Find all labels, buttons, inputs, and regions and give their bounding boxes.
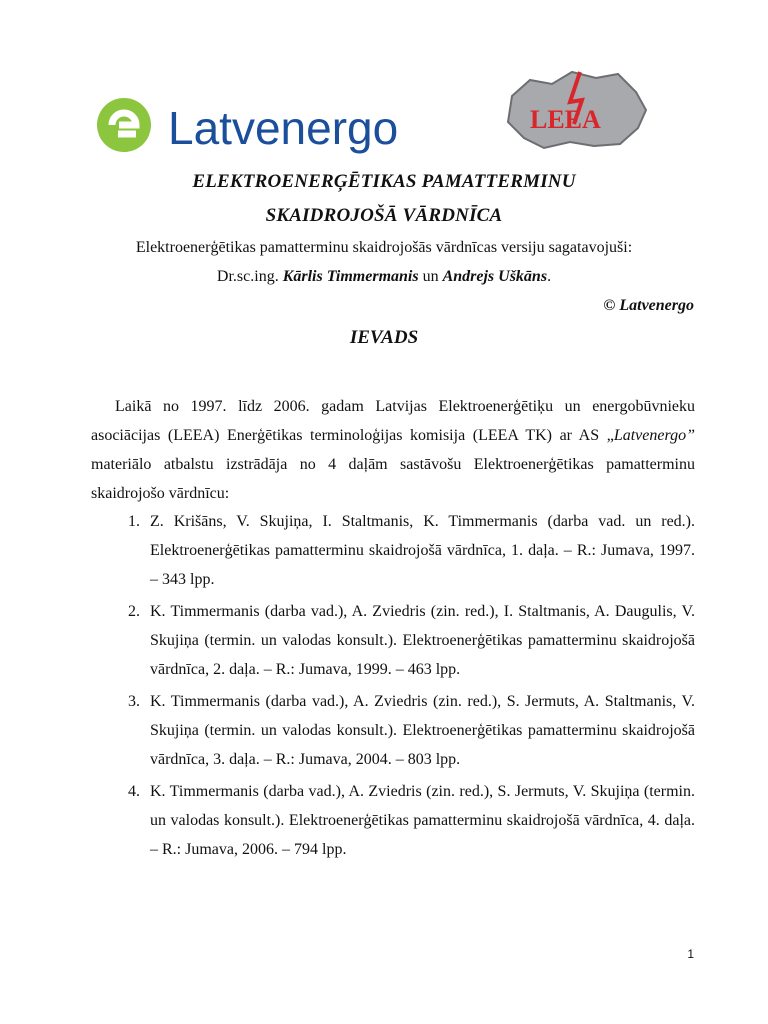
list-item (108, 777, 695, 864)
list-item-text: Z. Krišāns, V. Skujiņa, I. Staltmanis, K. Timmermanis (darba vad. un red.). Elektroenerģētikas pamatterminu skaidrojošā vārdnīca, 1. daļa. – R.: Jumava, 1997. – 343 lpp. (150, 513, 695, 588)
reference-list (108, 507, 695, 867)
authors-prefix: Dr.sc.ing. (216, 268, 279, 285)
list-item-text: K. Timmermanis (darba vad.), A. Zviedris (zin. red.), S. Jermuts, V. Skujiņa (termin. un valodas konsult.). Elektroenerģētikas pamatterminu skaidrojošā vārdnīca, 4. daļa. – R.: Jumava, 2006. – 794 lpp. (150, 783, 695, 858)
leea-logo (500, 66, 652, 152)
authors-conjunction: un (422, 268, 439, 285)
intro-part2: materiālo atbalstu izstrādāja no 4 daļām sastāvošu Elektroenerģētikas pamatterminu skaidrojošo vārdnīcu: (91, 456, 695, 502)
intro-paragraph (91, 392, 695, 508)
section-heading: IEVADS (349, 327, 419, 348)
leea-logo-text: LEEA (530, 105, 601, 134)
document-title-line2: SKAIDROJOŠĀ VĀRDNĪCA (265, 205, 503, 226)
document-title-line1: ELEKTROENERĢĒTIKAS PAMATTERMINU (192, 171, 576, 192)
leea-logo-mark (500, 66, 652, 152)
authors-end: . (547, 268, 552, 285)
intro-part1: Laikā no 1997. līdz 2006. gadam Latvijas Elektroenerģētiķu un energobūvnieku asociācijas (LEEA) Enerģētikas terminoloģijas komisija (LEEA TK) ar AS „ (91, 398, 695, 444)
list-item-number: 2. (128, 603, 140, 620)
intro-quote-close: ” (686, 427, 695, 444)
author-1: Kārlis Timmermanis (282, 268, 419, 285)
list-item-number: 1. (128, 513, 140, 530)
list-item (108, 687, 695, 774)
list-item-text: K. Timmermanis (darba vad.), A. Zviedris (zin. red.), S. Jermuts, A. Staltmanis, V. Skujiņa (termin. un valodas konsult.). Elektroenerģētikas pamatterminu skaidrojošā vārdnīca, 3. daļa. – R.: Jumava, 2004. – 803 lpp. (150, 693, 695, 768)
latvenergo-logo-mark (96, 96, 441, 156)
list-item-number: 4. (128, 783, 140, 800)
intro-org: Latvenergo (613, 427, 687, 444)
latvenergo-logo (96, 96, 441, 156)
list-item (108, 507, 695, 594)
list-item (108, 597, 695, 684)
authors-line (0, 268, 768, 286)
latvenergo-logo-text: Latvenergo (168, 102, 399, 154)
authors-intro-line: Elektroenerģētikas pamatterminu skaidrojošās vārdnīcas versiju sagatavojuši: (135, 239, 633, 256)
list-item-number: 3. (128, 693, 140, 710)
page-number: 1 (687, 947, 694, 961)
list-item-text: K. Timmermanis (darba vad.), A. Zviedris (zin. red.), I. Staltmanis, A. Daugulis, V. Skujiņa (termin. un valodas konsult.). Elektroenerģētikas pamatterminu skaidrojošā vārdnīca, 2. daļa. – R.: Jumava, 1999. – 463 lpp. (150, 603, 695, 678)
author-2: Andrejs Uškāns (442, 268, 548, 285)
copyright-notice: © Latvenergo (603, 297, 694, 314)
